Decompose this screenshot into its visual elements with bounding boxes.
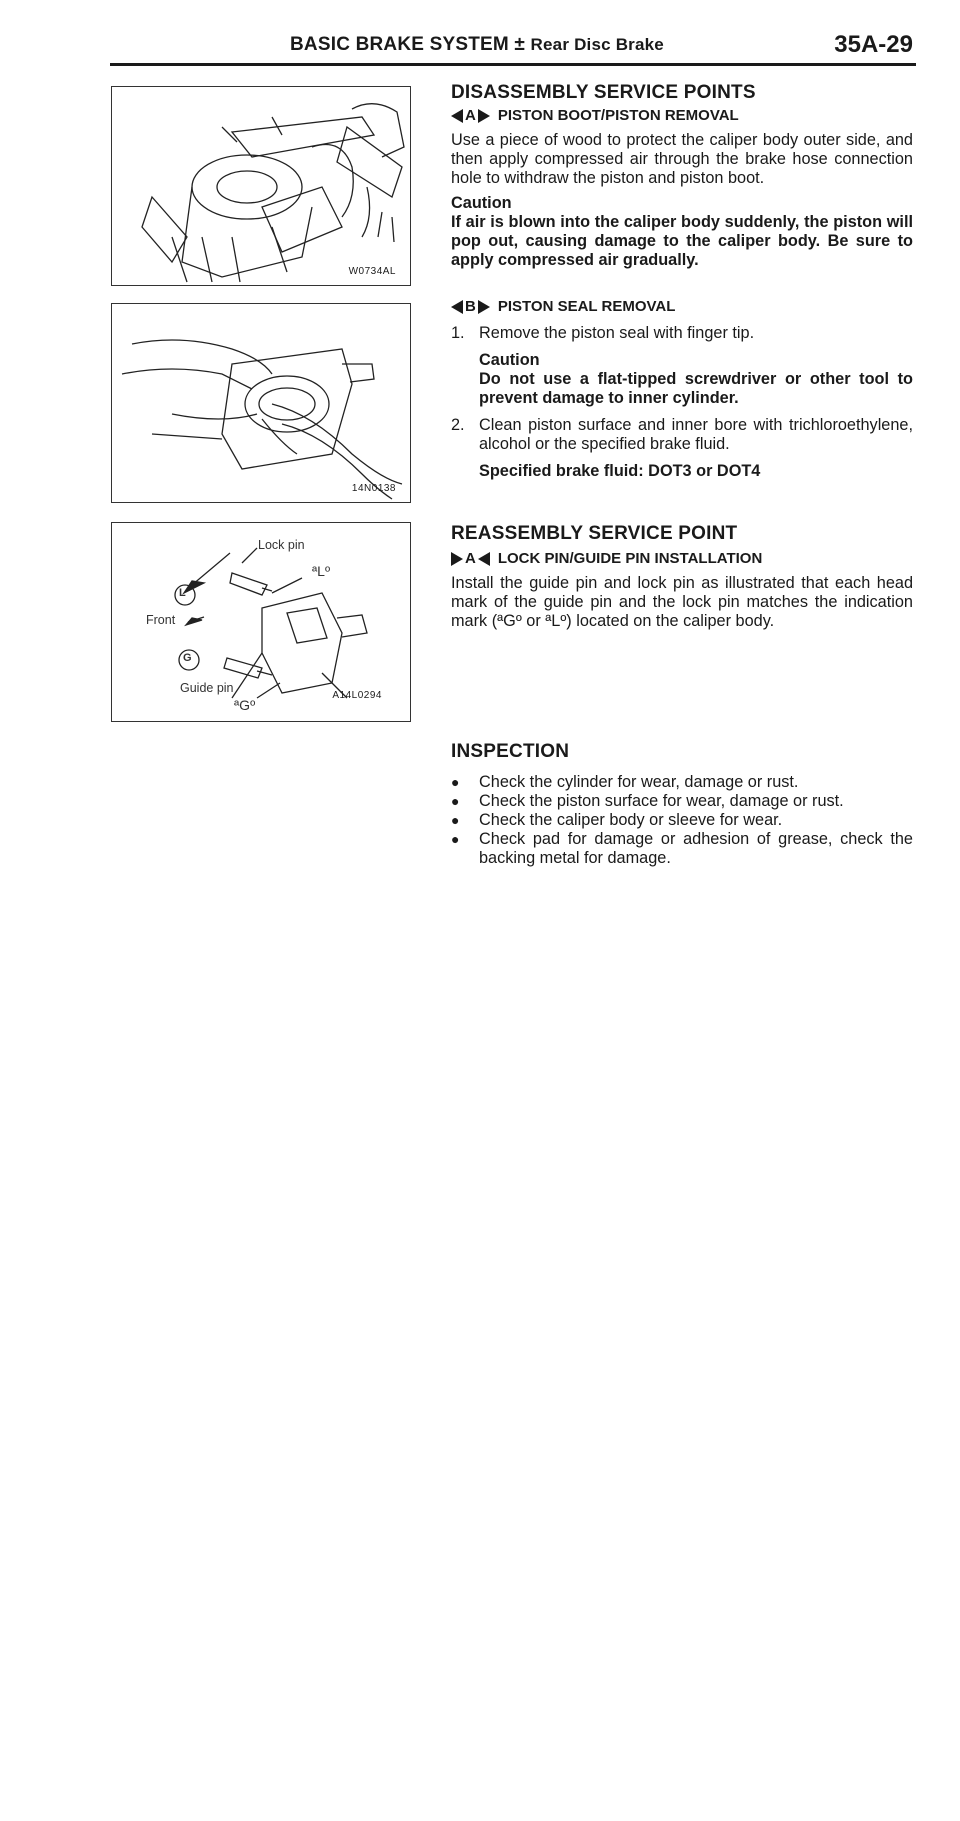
service-point-title: LOCK PIN/GUIDE PIN INSTALLATION (497, 550, 763, 567)
seal-removal-illustration (112, 304, 410, 502)
body-text: Use a piece of wood to protect the caliper body outer side, and then apply compressed air through the brake hose connection hole to withdraw the piston and piston boot. (451, 131, 913, 187)
page-number: 35A-29 (834, 31, 913, 58)
list-item-text: Check the piston surface for wear, damage or rust. (479, 792, 844, 810)
figure-piston-removal (111, 86, 411, 286)
caution-text: Do not use a flat-tipped screwdriver or other tool to prevent damage to inner cylinder. (479, 370, 913, 407)
caution-text: If air is blown into the caliper body suddenly, the piston will pop out, causing damage to the caliper body. Be sure to apply compressed air gradually. (451, 213, 913, 269)
triangle-right-icon (478, 300, 490, 314)
triangle-left-icon (451, 300, 463, 314)
g-circle-letter: G (183, 652, 192, 664)
step-item (451, 324, 913, 343)
bullet-icon: ● (451, 831, 460, 847)
list-item (451, 811, 913, 830)
service-point-letter: A (465, 107, 476, 124)
bullet-icon: ● (451, 812, 460, 828)
triangle-right-icon (451, 552, 463, 566)
header-subtitle: Rear Disc Brake (530, 35, 664, 54)
l-mark-label: ªLº (312, 563, 331, 579)
caution-label: Caution (451, 194, 512, 212)
triangle-left-icon (478, 552, 490, 566)
bullet-icon: ● (451, 793, 460, 809)
service-point-title: PISTON SEAL REMOVAL (497, 298, 676, 315)
figure-seal-removal (111, 303, 411, 503)
step-text: Remove the piston seal with finger tip. (479, 324, 755, 342)
service-point-a (451, 549, 913, 568)
spec-text: Specified brake fluid: DOT3 or DOT4 (479, 462, 761, 480)
lock-pin-label: Lock pin (258, 538, 305, 552)
service-point-a (451, 106, 913, 125)
inspection-section (451, 742, 913, 868)
list-item-text: Check the caliper body or sleeve for wear. (479, 811, 783, 829)
list-item (451, 773, 913, 792)
step-number: 2. (451, 416, 465, 434)
figure-pin-installation (111, 522, 411, 722)
header-title: BASIC BRAKE SYSTEM ± (290, 34, 526, 55)
l-circle-letter: L (179, 587, 186, 599)
front-label: Front (146, 613, 176, 627)
section-heading: REASSEMBLY SERVICE POINT (451, 523, 738, 544)
figure-code: W0734AL (348, 266, 396, 277)
page-header-title (290, 34, 664, 56)
g-mark-label: ªGº (234, 697, 256, 713)
triangle-left-icon (451, 109, 463, 123)
list-item (451, 830, 913, 868)
guide-pin-label: Guide pin (180, 681, 234, 695)
figure-code: 14N0138 (351, 483, 396, 494)
disassembly-section (451, 83, 913, 481)
list-item (451, 792, 913, 811)
list-item-text: Check the cylinder for wear, damage or rust. (479, 773, 799, 791)
bullet-icon: ● (451, 774, 460, 790)
body-text: Install the guide pin and lock pin as illustrated that each head mark of the guide pin and the lock pin matches the indication mark (ªGº or ªLº) located on the caliper body. (451, 574, 913, 630)
step-number: 1. (451, 324, 465, 342)
step-item (451, 416, 913, 454)
service-point-letter: A (465, 550, 476, 567)
service-point-letter: B (465, 298, 476, 315)
triangle-right-icon (478, 109, 490, 123)
list-item-text: Check pad for damage or adhesion of grease, check the backing metal for damage. (479, 830, 913, 867)
service-point-title: PISTON BOOT/PISTON REMOVAL (497, 107, 739, 124)
service-point-b (451, 297, 913, 316)
section-heading: DISASSEMBLY SERVICE POINTS (451, 82, 756, 103)
step-text: Clean piston surface and inner bore with trichloroethylene, alcohol or the specified brake fluid. (479, 416, 913, 453)
piston-removal-illustration (112, 87, 410, 285)
header-rule (110, 63, 916, 66)
reassembly-section (451, 524, 913, 631)
figure-code: A14L0294 (332, 690, 382, 701)
section-heading: INSPECTION (451, 741, 570, 762)
caution-label: Caution (479, 351, 540, 369)
inspection-list (451, 773, 913, 868)
